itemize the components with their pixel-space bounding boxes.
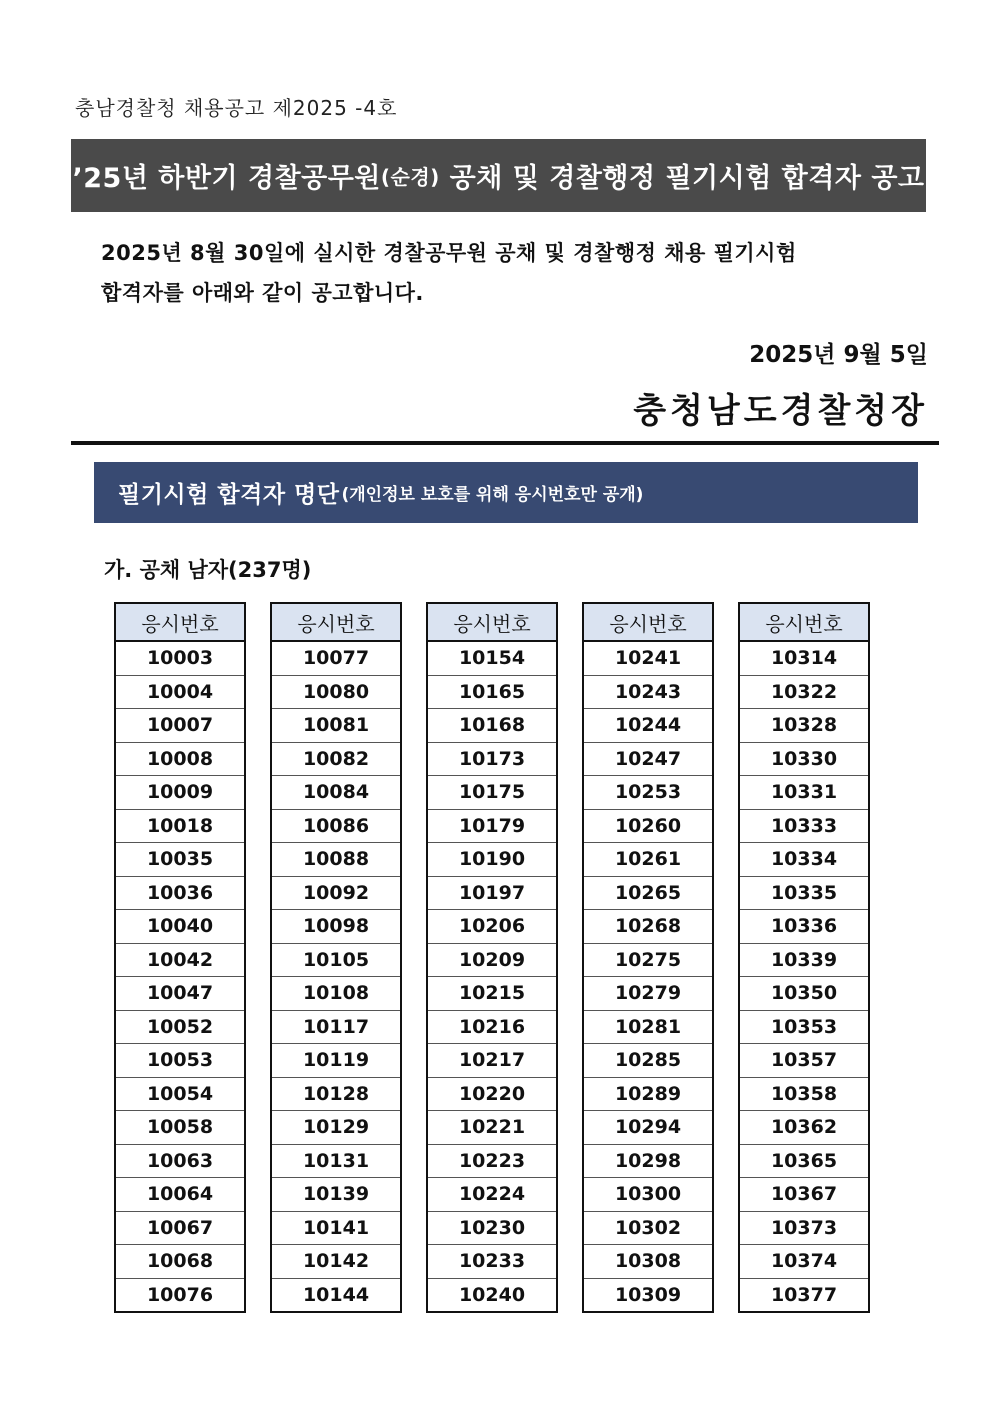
table-row (115, 977, 245, 1011)
exam-number-cell: 10357 (739, 1044, 869, 1078)
table-row (427, 1077, 557, 1111)
table-row (115, 776, 245, 810)
title-rest: 공채 및 경찰행정 필기시험 합격자 공고 (439, 163, 925, 194)
table-row (115, 1111, 245, 1145)
exam-number-cell: 10233 (427, 1245, 557, 1279)
table-row (583, 776, 713, 810)
table-row (739, 1211, 869, 1245)
table-row (115, 742, 245, 776)
table-row (271, 1211, 401, 1245)
exam-number-cell: 10247 (583, 742, 713, 776)
exam-number-cell: 10053 (115, 1044, 245, 1078)
exam-number-cell: 10141 (271, 1211, 401, 1245)
table-row (739, 1144, 869, 1178)
exam-number-cell: 10365 (739, 1144, 869, 1178)
table-row (739, 1245, 869, 1279)
table-row (739, 1010, 869, 1044)
table-row (115, 1044, 245, 1078)
exam-number-cell: 10221 (427, 1111, 557, 1145)
exam-number-cell: 10082 (271, 742, 401, 776)
section-title: 필기시험 합격자 명단 (118, 482, 340, 508)
table-row (583, 1010, 713, 1044)
table-row (583, 809, 713, 843)
table-row (739, 1077, 869, 1111)
exam-number-cell: 10362 (739, 1111, 869, 1145)
table-row (271, 641, 401, 675)
exam-number-cell: 10009 (115, 776, 245, 810)
exam-number-cell: 10322 (739, 675, 869, 709)
table-row (583, 910, 713, 944)
table-row (739, 675, 869, 709)
table-row (271, 742, 401, 776)
announcement-date: 2025년 9월 5일 (749, 342, 928, 368)
exam-number-cell: 10335 (739, 876, 869, 910)
exam-number-cell: 10330 (739, 742, 869, 776)
exam-number-cell: 10197 (427, 876, 557, 910)
exam-number-cell: 10336 (739, 910, 869, 944)
exam-number-cell: 10105 (271, 943, 401, 977)
table-row (427, 910, 557, 944)
exam-number-cell: 10018 (115, 809, 245, 843)
table-row (583, 876, 713, 910)
divider-rule (71, 441, 939, 445)
exam-number-cell: 10281 (583, 1010, 713, 1044)
exam-number-cell: 10117 (271, 1010, 401, 1044)
table-row (583, 1278, 713, 1312)
exam-number-cell: 10353 (739, 1010, 869, 1044)
table-row (583, 1178, 713, 1212)
exam-number-cell: 10309 (583, 1278, 713, 1312)
exam-number-cell: 10007 (115, 709, 245, 743)
table-row (427, 843, 557, 877)
table-row (271, 675, 401, 709)
exam-number-cell: 10128 (271, 1077, 401, 1111)
exam-number-cell: 10377 (739, 1278, 869, 1312)
exam-number-cell: 10339 (739, 943, 869, 977)
exam-number-cell: 10131 (271, 1144, 401, 1178)
table-row (583, 641, 713, 675)
table-row (115, 1211, 245, 1245)
table-row (427, 1245, 557, 1279)
exam-number-cell: 10142 (271, 1245, 401, 1279)
table-row (115, 641, 245, 675)
table-row (271, 1245, 401, 1279)
exam-number-cell: 10119 (271, 1044, 401, 1078)
exam-number-cell: 10004 (115, 675, 245, 709)
table-row (583, 1111, 713, 1145)
table-row (271, 1111, 401, 1145)
column-header: 응시번호 (427, 603, 557, 641)
table-row (427, 675, 557, 709)
exam-number-cell: 10086 (271, 809, 401, 843)
exam-number-cell: 10168 (427, 709, 557, 743)
exam-number-cell: 10253 (583, 776, 713, 810)
exam-number-cell: 10294 (583, 1111, 713, 1145)
table-row (115, 876, 245, 910)
table-row (271, 1144, 401, 1178)
table-row (115, 1077, 245, 1111)
table-row (271, 977, 401, 1011)
exam-number-cell: 10173 (427, 742, 557, 776)
exam-number-cell: 10308 (583, 1245, 713, 1279)
exam-number-cell: 10268 (583, 910, 713, 944)
exam-number-cell: 10314 (770, 647, 838, 670)
table-row (427, 1278, 557, 1312)
exam-number-cell: 10068 (115, 1245, 245, 1279)
exam-number-cell: 10265 (583, 876, 713, 910)
table-row (583, 675, 713, 709)
exam-number-cell: 10036 (115, 876, 245, 910)
table-row (271, 910, 401, 944)
exam-number-cell: 10003 (146, 647, 214, 670)
table-row (115, 943, 245, 977)
table-row (115, 809, 245, 843)
table-row (115, 1144, 245, 1178)
table-row (739, 843, 869, 877)
exam-number-cell: 10333 (739, 809, 869, 843)
table-row (739, 776, 869, 810)
table-row (115, 675, 245, 709)
table-row (739, 943, 869, 977)
exam-number-cell: 10042 (115, 943, 245, 977)
title-main: ’25년 하반기 경찰공무원 (72, 163, 381, 194)
table-row (739, 709, 869, 743)
section-note: (개인정보 보호를 위해 응시번호만 공개) (341, 485, 644, 505)
announcement-title (71, 139, 926, 212)
exam-number-cell: 10098 (271, 910, 401, 944)
exam-number-cell: 10054 (115, 1077, 245, 1111)
exam-number-cell: 10084 (271, 776, 401, 810)
exam-number-cell: 10240 (427, 1278, 557, 1312)
exam-number-cell: 10261 (583, 843, 713, 877)
exam-number-cell: 10367 (739, 1178, 869, 1212)
table-row (271, 809, 401, 843)
column-header: 응시번호 (583, 603, 713, 641)
table-row (115, 1245, 245, 1279)
announcement-number: 충남경찰청 채용공고 제2025 -4호 (75, 96, 398, 120)
exam-number-cell: 10139 (271, 1178, 401, 1212)
candidate-table-3 (426, 602, 558, 1313)
table-row (427, 943, 557, 977)
table-row (739, 1111, 869, 1145)
exam-number-cell: 10058 (115, 1111, 245, 1145)
table-row (427, 876, 557, 910)
exam-number-cell: 10300 (583, 1178, 713, 1212)
exam-number-cell: 10209 (427, 943, 557, 977)
exam-number-cell: 10275 (583, 943, 713, 977)
exam-number-cell: 10260 (583, 809, 713, 843)
exam-number-cell: 10373 (739, 1211, 869, 1245)
table-row (583, 1077, 713, 1111)
table-row (271, 1278, 401, 1312)
table-row (739, 977, 869, 1011)
exam-number-cell: 10217 (427, 1044, 557, 1078)
table-row (583, 709, 713, 743)
table-row (115, 1278, 245, 1312)
table-row (115, 843, 245, 877)
exam-number-cell: 10077 (302, 647, 370, 670)
exam-number-cell: 10052 (115, 1010, 245, 1044)
table-row (427, 641, 557, 675)
exam-number-cell: 10063 (115, 1144, 245, 1178)
table-row (271, 1010, 401, 1044)
exam-number-cell: 10144 (271, 1278, 401, 1312)
table-row (427, 1044, 557, 1078)
table-row (427, 1111, 557, 1145)
exam-number-cell: 10047 (115, 977, 245, 1011)
exam-number-cell: 10298 (583, 1144, 713, 1178)
exam-number-cell: 10008 (115, 742, 245, 776)
candidate-table-1 (114, 602, 246, 1313)
candidate-table-5 (738, 602, 870, 1313)
table-row (115, 1010, 245, 1044)
table-row (115, 1178, 245, 1212)
exam-number-cell: 10374 (739, 1245, 869, 1279)
exam-number-cell: 10358 (739, 1077, 869, 1111)
exam-number-cell: 10081 (271, 709, 401, 743)
table-row (271, 943, 401, 977)
column-header: 응시번호 (739, 603, 869, 641)
intro-paragraph (101, 233, 921, 313)
table-row (583, 1144, 713, 1178)
exam-number-cell: 10165 (427, 675, 557, 709)
exam-number-cell: 10279 (583, 977, 713, 1011)
exam-number-cell: 10289 (583, 1077, 713, 1111)
table-row (271, 1178, 401, 1212)
table-row (427, 1178, 557, 1212)
table-row (583, 1245, 713, 1279)
exam-number-cell: 10230 (427, 1211, 557, 1245)
table-row (427, 1211, 557, 1245)
table-row (115, 910, 245, 944)
table-row (271, 1077, 401, 1111)
exam-number-cell: 10243 (583, 675, 713, 709)
exam-number-cell: 10040 (115, 910, 245, 944)
intro-line-1: 2025년 8월 30일에 실시한 경찰공무원 공채 및 경찰행정 채용 필기시험 (101, 241, 797, 265)
table-row (739, 876, 869, 910)
table-row (739, 641, 869, 675)
table-row (271, 843, 401, 877)
exam-number-cell: 10129 (271, 1111, 401, 1145)
exam-number-cell: 10080 (271, 675, 401, 709)
exam-number-cell: 10035 (115, 843, 245, 877)
exam-number-cell: 10220 (427, 1077, 557, 1111)
table-row (739, 910, 869, 944)
table-row (427, 709, 557, 743)
table-row (427, 977, 557, 1011)
exam-number-cell: 10092 (271, 876, 401, 910)
exam-number-cell: 10206 (427, 910, 557, 944)
table-row (583, 943, 713, 977)
candidate-table-2 (270, 602, 402, 1313)
table-row (583, 843, 713, 877)
table-row (583, 742, 713, 776)
table-row (427, 776, 557, 810)
table-row (427, 742, 557, 776)
exam-number-cell: 10175 (427, 776, 557, 810)
exam-number-cell: 10241 (614, 647, 682, 670)
table-row (427, 1144, 557, 1178)
section-heading (94, 462, 918, 523)
exam-number-cell: 10088 (271, 843, 401, 877)
candidate-table-4 (582, 602, 714, 1313)
table-row (271, 876, 401, 910)
exam-number-cell: 10350 (739, 977, 869, 1011)
title-paren: (순경) (380, 165, 440, 189)
exam-number-cell: 10076 (115, 1278, 245, 1312)
exam-number-cell: 10285 (583, 1044, 713, 1078)
table-row (427, 1010, 557, 1044)
table-row (739, 1278, 869, 1312)
exam-number-cell: 10331 (739, 776, 869, 810)
table-row (739, 742, 869, 776)
table-row (583, 1044, 713, 1078)
table-row (427, 809, 557, 843)
table-row (271, 709, 401, 743)
exam-number-cell: 10244 (583, 709, 713, 743)
table-row (583, 977, 713, 1011)
table-row (739, 809, 869, 843)
table-row (271, 776, 401, 810)
table-row (739, 1044, 869, 1078)
subsection-heading: 가. 공채 남자(237명) (104, 558, 312, 582)
table-row (583, 1211, 713, 1245)
issuer-name: 충청남도경찰청장 (633, 391, 928, 431)
exam-number-cell: 10223 (427, 1144, 557, 1178)
exam-number-cell: 10334 (739, 843, 869, 877)
column-header: 응시번호 (115, 603, 245, 641)
exam-number-cell: 10224 (427, 1178, 557, 1212)
exam-number-cell: 10302 (583, 1211, 713, 1245)
exam-number-cell: 10064 (115, 1178, 245, 1212)
table-row (271, 1044, 401, 1078)
exam-number-cell: 10179 (427, 809, 557, 843)
exam-number-cell: 10215 (427, 977, 557, 1011)
table-row (739, 1178, 869, 1212)
column-header: 응시번호 (271, 603, 401, 641)
exam-number-cell: 10108 (271, 977, 401, 1011)
exam-number-cell: 10328 (739, 709, 869, 743)
exam-number-cell: 10190 (427, 843, 557, 877)
table-row (115, 709, 245, 743)
exam-number-cell: 10154 (458, 647, 526, 670)
intro-line-2: 합격자를 아래와 같이 공고합니다. (101, 281, 424, 305)
exam-number-cell: 10216 (427, 1010, 557, 1044)
exam-number-cell: 10067 (115, 1211, 245, 1245)
